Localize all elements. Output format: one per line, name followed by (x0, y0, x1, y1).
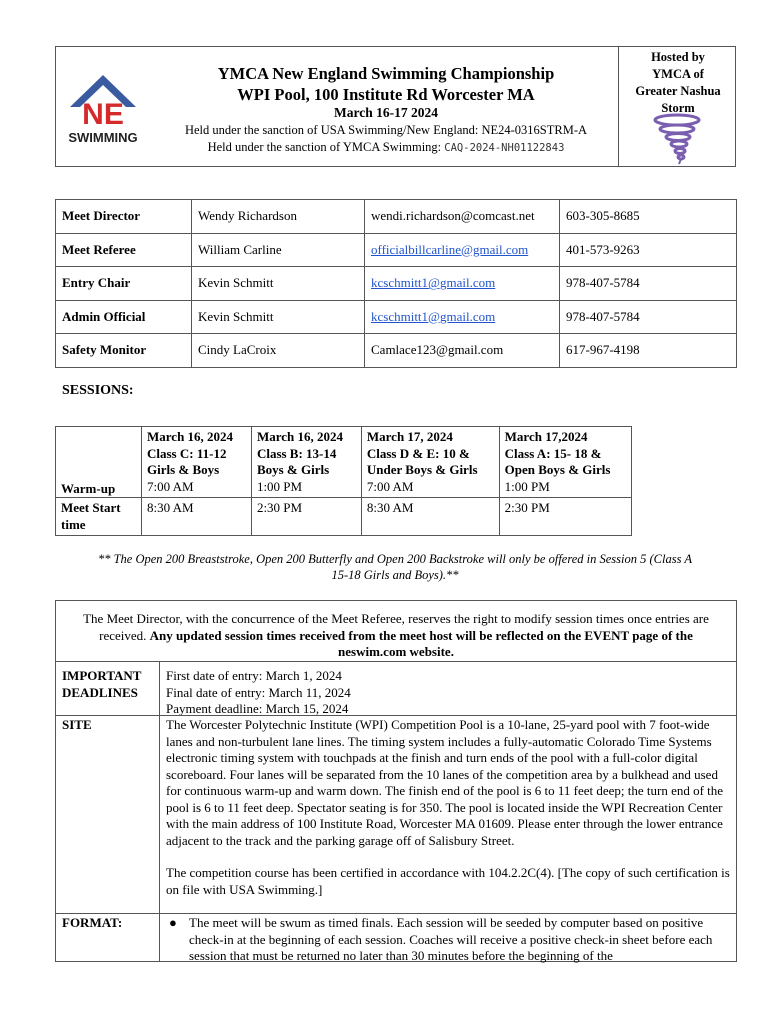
deadlines-label: IMPORTANT DEADLINES (62, 668, 142, 700)
sessions-table (55, 426, 632, 536)
meet-dates: March 16-17 2024 (334, 105, 438, 120)
official-row (56, 267, 737, 301)
sessions-heading: SESSIONS: (62, 383, 134, 398)
official-role-cell (56, 200, 192, 234)
official-name: William Carline (198, 241, 282, 257)
session-cell: March 17, 2024 Class D & E: 10 & Under Boys & Girls 7:00 AM (361, 427, 499, 498)
official-role: Admin Official (62, 308, 146, 324)
start-time: 2:30 PM (251, 498, 361, 536)
ymca-sanction: Held under the sanction of YMCA Swimming: CAQ-2024-NH01122843 (207, 140, 565, 154)
meet-info-box (55, 600, 737, 962)
meet-header (55, 46, 736, 167)
official-name-cell (192, 233, 365, 267)
official-row (56, 334, 737, 368)
session-cell: March 16, 2024 Class B: 13-14 Boys & Girls 1:00 PM (251, 427, 361, 498)
format-bullet-text: The meet will be swum as timed finals. Each session will be seeded by computer based on positive check-in at the beginning of each session. Coaches will receive a positive check-in sheet before each session that must be returned no later than 30 minutes before the beginning of the (189, 915, 713, 963)
official-phone-cell (560, 300, 737, 334)
official-email[interactable]: kcschmitt1@gmail.com (371, 275, 496, 291)
official-email[interactable]: officialbillcarline@gmail.com (371, 241, 529, 257)
format-label: FORMAT: (62, 915, 123, 930)
session-cell: March 16, 2024 Class C: 11-12 Girls & Boys 7:00 AM (142, 427, 252, 498)
start-time: 8:30 AM (361, 498, 499, 536)
start-time: 2:30 PM (499, 498, 631, 536)
official-role: Safety Monitor (62, 342, 147, 358)
official-phone-cell (560, 200, 737, 234)
hosted-by: Hosted by YMCA of Greater Nashua Storm (635, 50, 721, 115)
official-email-cell (365, 200, 560, 234)
official-phone-cell (560, 267, 737, 301)
sessions-warmup-row (56, 427, 632, 498)
official-phone: 617-967-4198 (566, 342, 640, 358)
official-role-cell (56, 267, 192, 301)
sessions-start-row (56, 498, 632, 536)
label-divider (159, 662, 160, 961)
session-footnote: ** The Open 200 Breaststroke, Open 200 Butterfly and Open 200 Backstroke will only be offered in Session 5 (Class A 15-18 Girls and Boys).** (97, 552, 692, 582)
ymca-sanction-code: CAQ-2024-NH01122843 (444, 142, 565, 154)
official-email[interactable]: kcschmitt1@gmail.com (371, 308, 496, 324)
official-name: Kevin Schmitt (198, 275, 274, 291)
session-notice: The Meet Director, with the concurrence of the Meet Referee, reserves the right to modify session times once entries are received. Any updated session times received from the meet host will be reflected on the EVENT page of the neswim.com website. (56, 601, 736, 662)
official-email-cell (365, 233, 560, 267)
official-email-cell (365, 300, 560, 334)
official-name-cell (192, 267, 365, 301)
official-role-cell (56, 233, 192, 267)
official-name: Kevin Schmitt (198, 308, 274, 324)
storm-tornado-logo (651, 113, 703, 165)
usa-sanction: Held under the sanction of USA Swimming/New England: NE24-0316STRM-A (184, 123, 588, 137)
official-row (56, 200, 737, 234)
site-text: The Worcester Polytechnic Institute (WPI) Competition Pool is a 10-lane, 25-yard pool with 7 foot-wide lanes and non-turbulent lane lines. The timing system includes a fully-automatic Colorado Time Systems electronic timing system with touchpads at the finish and turn ends of the pool with a full-color digital scoreboard. Four lanes will be separated from the 10 lanes of the competition area by a bulkhead and used for continuous warm-up and warm down. The finish end of the pool is 6 to 11 feet deep; the turn end of the pool is 6 to 11 feet deep. Spectator seating is for 350. The pool is located inside the WPI Recreation Center with the main address of 100 Institute Road, Worcester MA 01609. Please enter through the lower entrance adjacent to the track and the parking garage off of Salisbury Street. The competition course has been certified in accordance with 104.2.2C(4). [The copy of such certification is on file with USA Swimming.] (166, 717, 730, 897)
official-name-cell (192, 334, 365, 368)
section-divider (56, 913, 736, 914)
official-phone: 401-573-9263 (566, 241, 640, 257)
official-email-cell (365, 334, 560, 368)
bullet-icon: ● (169, 915, 177, 930)
ne-swimming-logo (62, 67, 144, 147)
official-phone-cell (560, 334, 737, 368)
official-phone: 978-407-5784 (566, 275, 640, 291)
official-email: wendi.richardson@comcast.net (371, 208, 535, 224)
official-name: Wendy Richardson (198, 208, 297, 224)
svg-text:NE: NE (82, 98, 124, 131)
official-role: Meet Referee (62, 241, 136, 257)
svg-text:SWIMMING: SWIMMING (68, 130, 138, 145)
official-phone: 603-305-8685 (566, 208, 640, 224)
meet-location: WPI Pool, 100 Institute Rd Worcester MA (237, 85, 535, 104)
official-role: Meet Director (62, 208, 141, 224)
official-row (56, 233, 737, 267)
warmup-label: Warm-up (56, 427, 142, 498)
start-label: Meet Start time (56, 498, 142, 536)
official-name-cell (192, 300, 365, 334)
officials-table (55, 199, 737, 368)
site-label: SITE (62, 717, 92, 732)
session-cell: March 17,2024 Class A: 15- 18 & Open Boys & Girls 1:00 PM (499, 427, 631, 498)
section-divider (56, 715, 736, 716)
official-name-cell (192, 200, 365, 234)
meet-title: YMCA New England Swimming Championship (217, 64, 555, 83)
official-phone-cell (560, 233, 737, 267)
start-time: 8:30 AM (142, 498, 252, 536)
official-row (56, 300, 737, 334)
official-email: Camlace123@gmail.com (371, 342, 504, 358)
official-role: Entry Chair (62, 275, 131, 291)
official-name: Cindy LaCroix (198, 342, 277, 358)
official-phone: 978-407-5784 (566, 308, 640, 324)
official-email-cell (365, 267, 560, 301)
deadlines-text: First date of entry: March 1, 2024 Final date of entry: March 11, 2024 Payment deadline: March 15, 2024 (166, 668, 351, 716)
official-role-cell (56, 334, 192, 368)
official-role-cell (56, 300, 192, 334)
